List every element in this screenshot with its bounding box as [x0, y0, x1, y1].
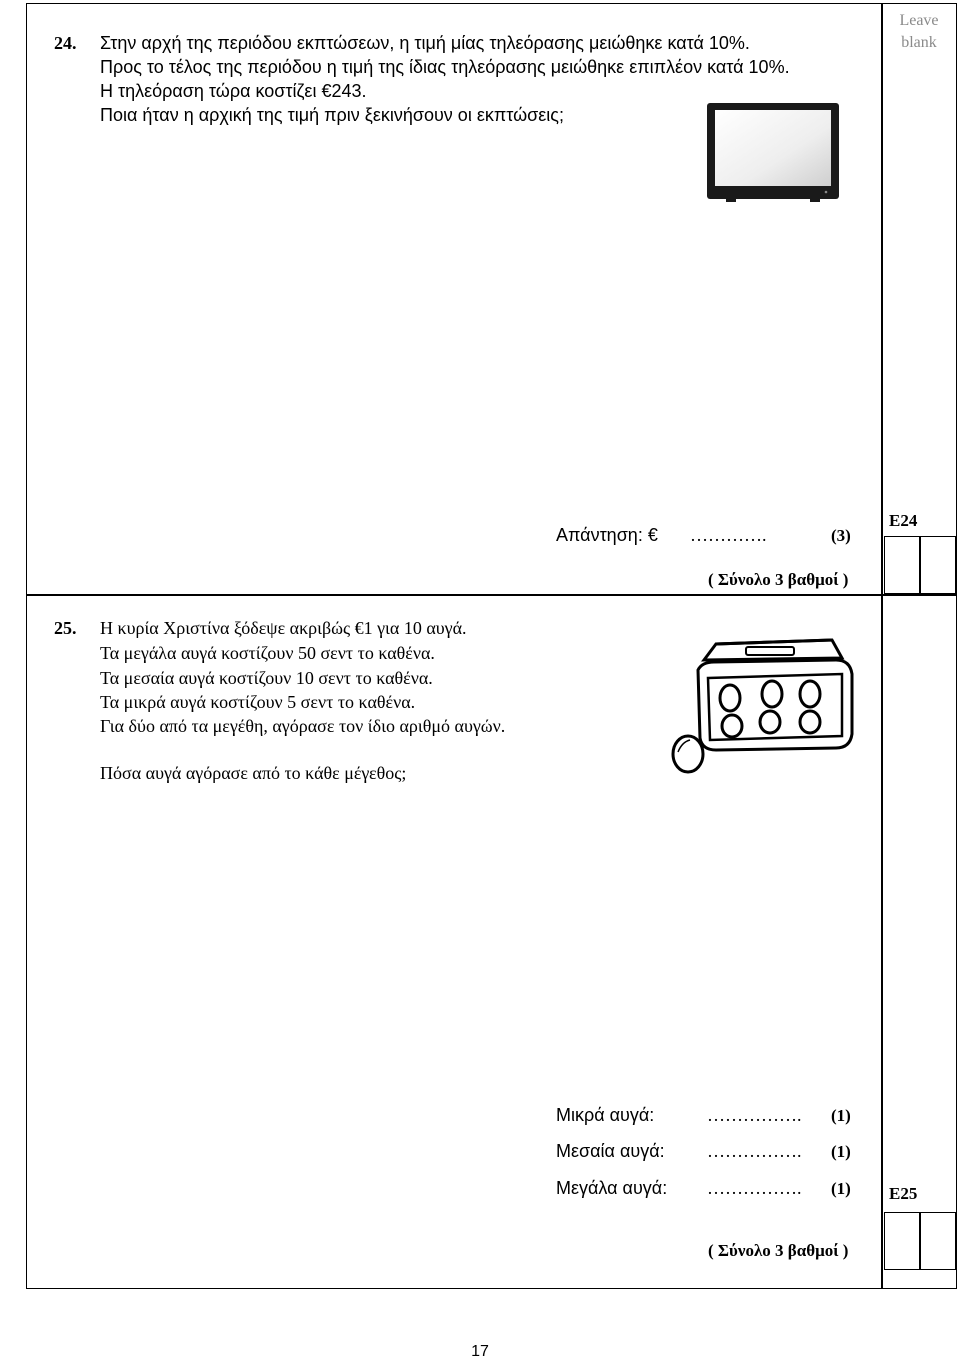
q25-line-4: Τα μικρά αυγά κοστίζουν 5 σεντ το καθένα. [100, 692, 416, 712]
q24-total: ( Σύνολο 3 βαθμοί ) [708, 570, 849, 589]
question-separator [26, 594, 957, 596]
q25-line-1: Η κυρία Χριστίνα ξόδεψε ακριβώς €1 για 10 αυγά. [100, 618, 467, 638]
q24-answer-marks: (3) [831, 526, 851, 545]
leave-blank-label: Leave blank [899, 12, 939, 51]
q24-marks-box-left [884, 536, 920, 594]
q24-line-4: Ποια ήταν η αρχική της τιμή πριν ξεκινήσουν οι εκπτώσεις; [100, 105, 564, 125]
q24-line-2: Προς το τέλος της περιόδου η τιμή της ίδιας τηλεόρασης μειώθηκε επιπλέον κατά 10%. [100, 57, 790, 77]
q25-answer-small-label: Μικρά αυγά: [556, 1105, 655, 1125]
q24-number: 24. [54, 33, 77, 53]
q24-answer-label: Απάντηση: € [556, 525, 658, 545]
q25-marks-box-right [920, 1212, 956, 1270]
q24-box-label: E24 [889, 511, 918, 530]
q25-answer-large-marks: (1) [831, 1179, 851, 1198]
egg-carton-icon [664, 630, 864, 778]
q25-answer-medium-label: Μεσαία αυγά: [556, 1141, 665, 1161]
q25-number: 25. [54, 618, 77, 638]
q24-marks-box-right [920, 536, 956, 594]
q25-marks-box-left [884, 1212, 920, 1270]
q25-answer-large-label: Μεγάλα αυγά: [556, 1178, 668, 1198]
q25-answer-small-blank[interactable]: ……………. [707, 1105, 802, 1125]
page-number: 17 [471, 1343, 489, 1360]
q24-line-3: Η τηλεόραση τώρα κοστίζει €243. [100, 81, 367, 101]
q25-answer-medium-blank[interactable]: ……………. [707, 1141, 802, 1161]
q25-box-label: E25 [889, 1184, 918, 1203]
q25-line-2: Τα μεγάλα αυγά κοστίζουν 50 σεντ το καθένα. [100, 643, 435, 663]
q24-answer-blank[interactable]: …………. [690, 525, 767, 545]
q25-line-3: Τα μεσαία αυγά κοστίζουν 10 σεντ το καθένα. [100, 668, 433, 688]
q25-total: ( Σύνολο 3 βαθμοί ) [708, 1241, 849, 1260]
q24-line-1: Στην αρχή της περιόδου εκπτώσεων, η τιμή μίας τηλεόρασης μειώθηκε κατά 10%. [100, 33, 750, 53]
q25-answer-large-blank[interactable]: ……………. [707, 1178, 802, 1198]
q25-answer-medium-marks: (1) [831, 1142, 851, 1161]
margin-divider [881, 3, 883, 1289]
television-icon [706, 102, 840, 204]
q25-answer-small-marks: (1) [831, 1106, 851, 1125]
q25-line-5: Για δύο από τα μεγέθη, αγόρασε τον ίδιο αριθμό αυγών. [100, 716, 506, 736]
q25-question: Πόσα αυγά αγόρασε από το κάθε μέγεθος; [100, 763, 407, 783]
